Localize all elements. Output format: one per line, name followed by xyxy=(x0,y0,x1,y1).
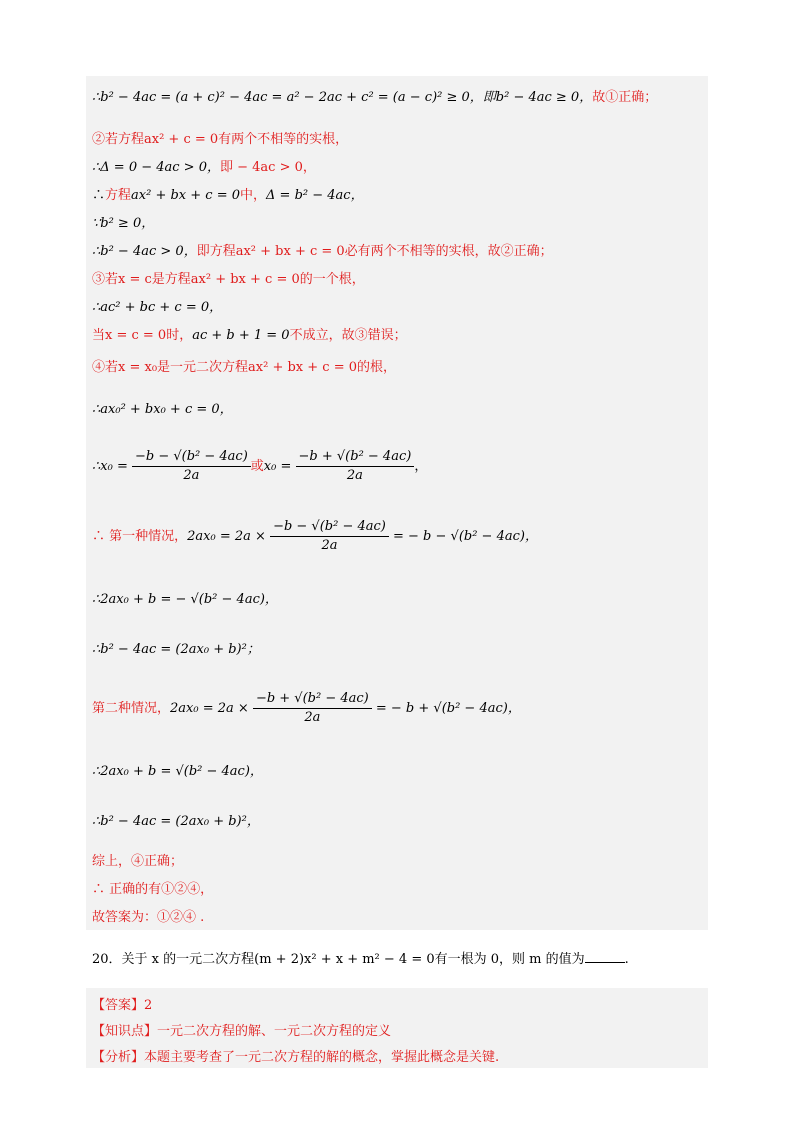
denominator: 2a xyxy=(321,538,338,553)
numerator: −b + √(b² − 4ac) xyxy=(296,448,415,467)
solution-line-19: 综上，④正确； xyxy=(92,854,184,869)
solution-line-15: ∴b² − 4ac = (2ax₀ + b)²； xyxy=(92,642,260,657)
equation: x₀ = xyxy=(263,459,292,474)
text: 当x = c = 0时， xyxy=(92,328,193,343)
solution-line-8: ∴ac² + bc + c = 0， xyxy=(92,300,223,315)
equation: ∴b² − 4ac > 0， xyxy=(92,244,197,259)
solution-line-12 xyxy=(92,448,427,485)
fraction xyxy=(270,518,389,555)
solution-line-21: 故答案为：①②④ . xyxy=(92,910,205,925)
punctuation: ， xyxy=(414,459,428,474)
solution-line-14: ∴2ax₀ + b = − √(b² − 4ac)， xyxy=(92,592,278,607)
solution-line-1 xyxy=(92,88,657,108)
denominator: 2a xyxy=(346,468,363,483)
numerator: −b − √(b² − 4ac) xyxy=(132,448,251,467)
fraction xyxy=(296,448,415,485)
equation: ac + b + 1 = 0 xyxy=(192,328,290,343)
question-end: . xyxy=(624,952,629,967)
solution-line-17: ∴2ax₀ + b = √(b² − 4ac)， xyxy=(92,764,263,779)
equation: ax² + bx + c = 0 xyxy=(131,188,241,203)
answer-line: 【答案】2 xyxy=(92,998,153,1013)
equation: ∴b² − 4ac = (a + c)² − 4ac = a² − 2ac + c² = (a − c)² ≥ 0，即b² − 4ac ≥ 0， xyxy=(92,90,593,105)
fraction xyxy=(253,690,372,727)
solution-line-6 xyxy=(92,242,553,262)
solution-line-2: ②若方程ax² + c = 0有两个不相等的实根， xyxy=(92,132,349,147)
conclusion: 故①正确； xyxy=(592,90,658,105)
case-label: ∴ 第一种情况， xyxy=(92,529,188,544)
solution-line-4 xyxy=(92,186,364,206)
equation: = − b + √(b² − 4ac)， xyxy=(375,701,521,716)
denominator: 2a xyxy=(183,468,200,483)
solution-line-9 xyxy=(92,326,407,346)
analysis-line: 【分析】本题主要考查了一元二次方程的解的概念，掌握此概念是关键. xyxy=(92,1050,500,1065)
question-text: 20．关于 x 的一元二次方程(m + 2)x² + x + m² − 4 = 0有一根为 0，则 m 的值为 xyxy=(92,952,585,967)
solution-line-5: ∵b² ≥ 0， xyxy=(92,216,155,231)
case-label: 第二种情况， xyxy=(92,701,171,716)
solution-line-10: ④若x = x₀是一元二次方程ax² + bx + c = 0的根， xyxy=(92,360,397,375)
conclusion: 即方程ax² + bx + c = 0必有两个不相等的实根，故②正确； xyxy=(196,244,553,259)
solution-line-3 xyxy=(92,158,316,178)
equation: 2ax₀ = 2a × xyxy=(187,529,266,544)
equation: Δ = b² − 4ac， xyxy=(266,188,364,203)
solution-line-16 xyxy=(92,690,521,727)
text: 方程 xyxy=(105,188,132,203)
text: 中， xyxy=(240,188,267,203)
equation: ∴x₀ = xyxy=(92,459,128,474)
numerator: −b + √(b² − 4ac) xyxy=(253,690,372,709)
fraction xyxy=(132,448,251,485)
answer-blank xyxy=(585,950,625,963)
equation: = − b − √(b² − 4ac)， xyxy=(393,529,538,544)
therefore-symbol: ∴ xyxy=(92,188,106,203)
knowledge-point-line: 【知识点】一元二次方程的解、一元二次方程的定义 xyxy=(92,1024,392,1039)
numerator: −b − √(b² − 4ac) xyxy=(270,518,389,537)
conclusion: 不成立，故③错误； xyxy=(289,328,407,343)
solution-line-13 xyxy=(92,518,538,555)
solution-line-11: ∴ax₀² + bx₀ + c = 0， xyxy=(92,402,233,417)
equation-note: 即 − 4ac > 0， xyxy=(219,160,316,175)
solution-line-7: ③若x = c是方程ax² + bx + c = 0的一个根， xyxy=(92,272,365,287)
denominator: 2a xyxy=(304,710,321,725)
equation: ∴Δ = 0 − 4ac > 0， xyxy=(92,160,220,175)
question-20 xyxy=(92,948,629,967)
solution-line-20: ∴ 正确的有①②④， xyxy=(92,882,214,897)
solution-line-18: ∴b² − 4ac = (2ax₀ + b)²， xyxy=(92,814,260,829)
or-text: 或 xyxy=(250,459,264,474)
equation: 2ax₀ = 2a × xyxy=(170,701,249,716)
